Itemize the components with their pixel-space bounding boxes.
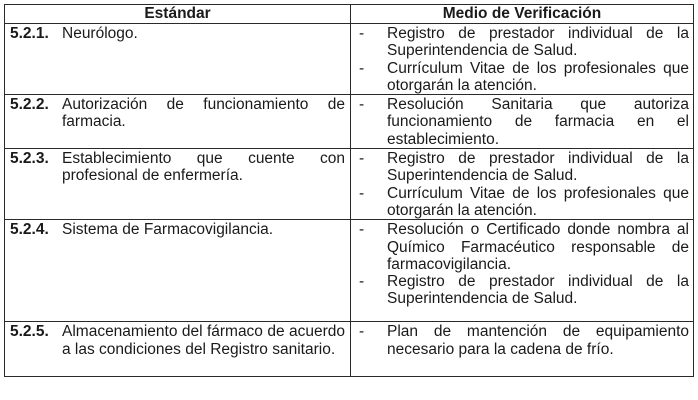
verification-item [359,25,689,60]
standard-code: 5.2.4. [10,221,49,239]
verification-text: Resolución Sanitaria que autoriza funcionamiento de farmacia en el establecimiento. [387,96,689,148]
verification-item [359,323,689,358]
standard-code: 5.2.2. [10,96,49,114]
bullet-dash: - [359,25,365,42]
verification-text: Registro de prestador individual de la Superintendencia de Salud. [387,150,689,185]
verification-item [359,60,689,95]
verification-text: Registro de prestador individual de la Superintendencia de Salud. [387,25,689,60]
header-standard: Estándar [5,5,351,24]
verification-cell [351,95,694,149]
standard-cell [5,322,351,377]
verification-text: Currículum Vitae de los profesionales que otorgarán la atención. [387,184,689,219]
bullet-dash: - [359,221,365,239]
standard-text: Sistema de Farmacovigilancia. [62,221,274,239]
standard-code: 5.2.5. [10,323,49,341]
verification-cell [351,220,694,322]
header-verification: Medio de Verificación [351,5,694,24]
verification-item [359,221,689,273]
verification-cell [351,149,694,220]
standard-text: Neurólogo. [62,25,138,42]
table-header-row [5,5,694,24]
standard-cell [5,95,351,149]
bullet-dash: - [359,184,365,202]
verification-text: Registro de prestador individual de la Superintendencia de Salud. [387,273,689,308]
verification-text: Resolución o Certificado donde nombra al Químico Farmacéutico responsable de farmacovigilancia. [387,221,689,273]
table-row [5,322,694,377]
verification-text: Currículum Vitae de los profesionales que otorgarán la atención. [387,59,689,94]
standard-code: 5.2.1. [10,25,49,42]
bullet-dash: - [359,96,365,114]
verification-item [359,185,689,220]
standards-table [4,4,694,377]
verification-item [359,96,689,148]
table-row [5,95,694,149]
verification-item [359,273,689,308]
bullet-dash: - [359,59,365,77]
standard-cell [5,149,351,220]
bullet-dash: - [359,323,365,341]
verification-cell [351,24,694,95]
standard-cell [5,24,351,95]
bullet-dash: - [359,150,365,168]
table-row [5,220,694,322]
standard-cell [5,220,351,322]
standard-text: Establecimiento que cuente con profesional de enfermería. [62,150,345,185]
standard-text: Almacenamiento del fármaco de acuerdo a las condiciones del Registro sanitario. [62,323,345,358]
verification-item [359,150,689,185]
verification-text: Plan de mantención de equipamiento necesario para la cadena de frío. [387,323,689,358]
bullet-dash: - [359,273,365,291]
standard-text: Autorización de funcionamiento de farmacia. [62,96,345,131]
standard-code: 5.2.3. [10,150,49,168]
table-row [5,24,694,95]
verification-cell [351,322,694,377]
table-row [5,149,694,220]
